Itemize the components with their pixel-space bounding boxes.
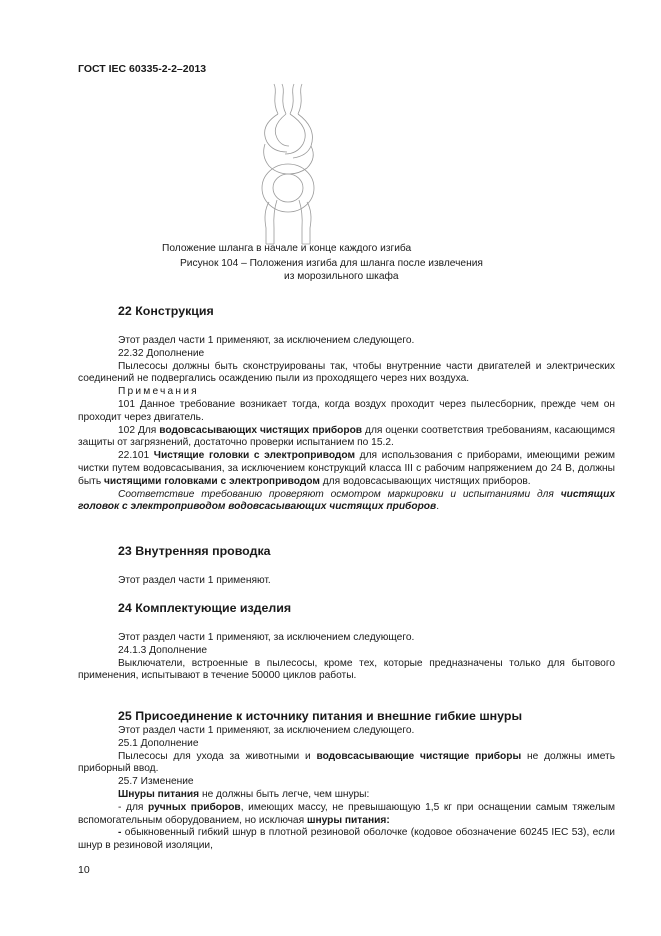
section-23-body [78,575,615,588]
section-25-scope: Этот раздел части 1 применяют, за исключением следующего. [118,725,415,736]
clause-24-1-3-text: Выключатели, встроенные в пылесосы, кроме тех, которые предназначены только для бытового применения, испытывают в течение 50000 циклов работы. [78,657,615,682]
note-102: 102 Для водовсасывающих чистящих приборов для оценки соответствия требованиям, касающимся защиты от загрязнений, достаточно проверки испытанием по 15.2. [78,424,615,449]
note-101: 101 Данное требование возникает тогда, когда воздух проходит через пылесборник, прежде чем он проходит через двигатель. [78,398,615,423]
document-header: ГОСТ IEC 60335-2-2–2013 [78,63,207,75]
clause-25-1-text: Пылесосы для ухода за животными и водовсасывающие чистящие приборы не должны иметь приборный ввод. [78,750,616,775]
section-24-scope: Этот раздел части 1 применяют, за исключением следующего. [118,632,415,643]
section-24-body [78,632,615,683]
section-22-scope: Этот раздел части 1 применяют, за исключением следующего. [118,335,415,346]
list-item-handheld: - для ручных приборов, имеющих массу, не превышающую 1,5 кг при оснащении самым тяжелым вспомогательным оборудованием, но исключая шнуры питания: [78,801,615,826]
section-25-heading: 25 Присоединение к источнику питания и внешние гибкие шнуры [118,709,523,723]
notes-heading: Примечания [118,386,199,398]
section-23-heading: 23 Внутренняя проводка [118,544,271,558]
clause-25-7-text: Шнуры питания не должны быть легче, чем шнуры: [118,788,370,800]
section-22-heading: 22 Конструкция [118,304,214,318]
compliance-check: Соответствие требованию проверяют осмотром маркировки и испытаниями для чистящих головок с электроприводом водовсасывающих чистящих приборов. [78,488,615,513]
page-number: 10 [78,864,90,876]
figure-caption-title-cont: из морозильного шкафа [284,271,399,282]
section-23-scope: Этот раздел части 1 применяют. [118,575,271,586]
clause-24-1-3-heading: 24.1.3 Дополнение [118,644,208,656]
clause-22-32-heading: 22.32 Дополнение [118,347,205,359]
clause-25-1-heading: 25.1 Дополнение [118,737,199,749]
clause-22-101: 22.101 Чистящие головки с электроприводом для использования с приборами, имеющими режим чистки путем водовсасывания, за исключением конструкций класса III с рабочим напряжением до 24 В, должны быть чистящими головками с электроприводом для водовсасывающих чистящих приборов. [78,450,615,487]
clause-22-32-text: Пылесосы должны быть сконструированы так, чтобы внутренние части двигателей и электрических соединений не подвергались осаждению пыли из проходящего через них воздуха. [78,360,615,385]
list-item-rubber-cord: - обыкновенный гибкий шнур в плотной резиновой оболочке (кодовое обозначение 60245 IEC 53), если шнур в резиновой изоляции, [78,827,615,852]
figure-caption-title: Рисунок 104 – Положения изгиба для шланга после извлечения [180,258,483,269]
hose-bend-figure [255,82,325,247]
clause-25-7-heading: 25.7 Изменение [118,776,194,788]
section-24-heading: 24 Комплектующие изделия [118,601,292,615]
section-25-body [78,725,615,853]
section-22-body [78,335,615,514]
figure-caption-position: Положение шланга в начале и конце каждого изгиба [162,243,412,254]
